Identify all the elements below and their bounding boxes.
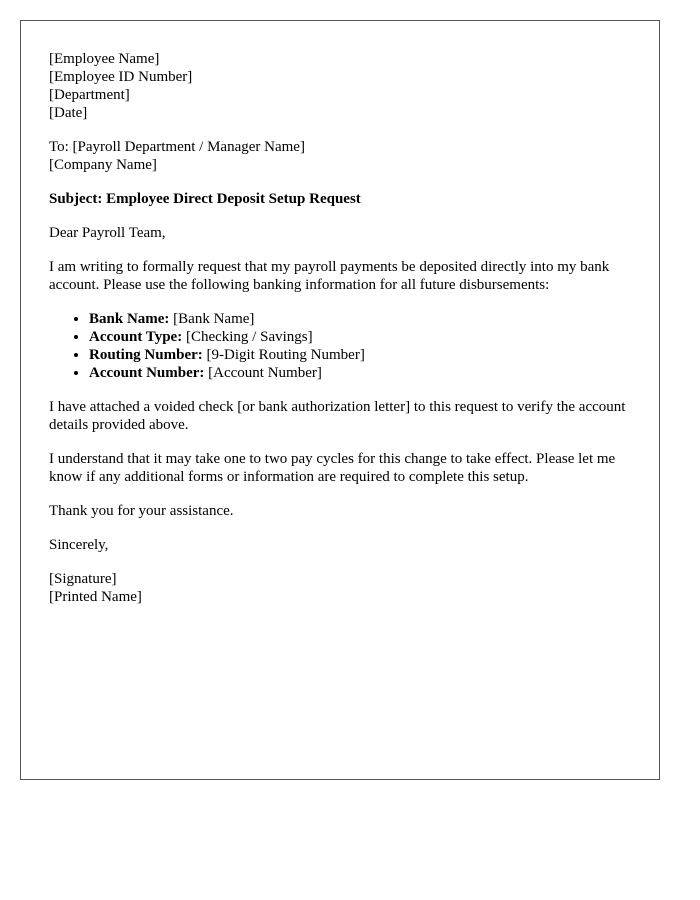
detail-value: [Checking / Savings] [182, 329, 313, 345]
letter-date: [Date] [49, 105, 88, 121]
sender-block [49, 50, 631, 122]
detail-label: Routing Number: [89, 347, 203, 363]
list-item [89, 346, 631, 364]
signature: [Signature] [49, 571, 117, 587]
valediction: Sincerely, [49, 537, 109, 553]
thanks-paragraph: Thank you for your assistance. [49, 503, 234, 519]
subject-line: Subject: Employee Direct Deposit Setup Request [49, 191, 361, 207]
detail-label: Bank Name: [89, 311, 170, 327]
list-item [89, 328, 631, 346]
attachment-paragraph: I have attached a voided check [or bank authorization letter] to this request to verify the account details provided above. [49, 399, 626, 433]
detail-label: Account Number: [89, 365, 205, 381]
salutation: Dear Payroll Team, [49, 225, 166, 241]
detail-value: [Account Number] [204, 365, 322, 381]
letter-page [20, 20, 660, 780]
signature-block [49, 570, 631, 606]
recipient-line: To: [Payroll Department / Manager Name] [49, 139, 305, 155]
employee-id: [Employee ID Number] [49, 69, 193, 85]
list-item [89, 364, 631, 382]
company-name: [Company Name] [49, 157, 157, 173]
banking-details-list [49, 310, 631, 382]
detail-value: [Bank Name] [169, 311, 255, 327]
employee-name: [Employee Name] [49, 51, 160, 67]
department: [Department] [49, 87, 130, 103]
detail-label: Account Type: [89, 329, 183, 345]
printed-name: [Printed Name] [49, 589, 142, 605]
detail-value: [9-Digit Routing Number] [202, 347, 365, 363]
list-item [89, 310, 631, 328]
timing-paragraph: I understand that it may take one to two pay cycles for this change to take effect. Please let me know if any additional forms or information are required to complete this setup. [49, 451, 616, 485]
intro-paragraph: I am writing to formally request that my payroll payments be deposited directly into my bank account. Please use the following banking information for all future disbursements: [49, 259, 610, 293]
recipient-block [49, 138, 631, 174]
